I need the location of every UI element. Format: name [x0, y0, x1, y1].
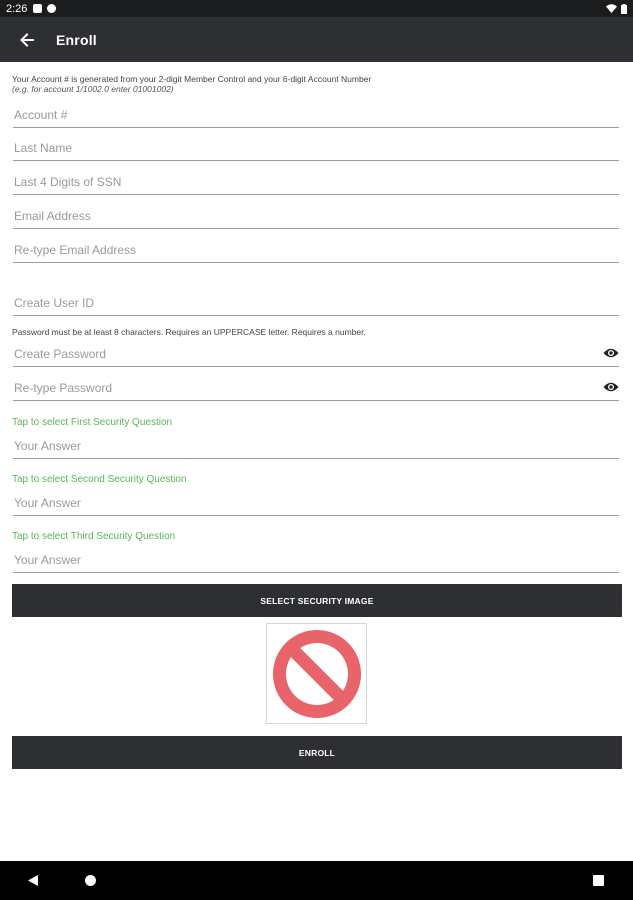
answer-2-field[interactable]	[13, 490, 619, 516]
back-button[interactable]	[14, 27, 40, 53]
status-time: 2:26	[6, 2, 28, 15]
password-retype-input[interactable]	[13, 375, 619, 400]
enroll-button[interactable]: ENROLL	[12, 736, 622, 769]
answer-3-field[interactable]	[13, 547, 619, 573]
wifi-icon	[606, 4, 617, 13]
first-security-question-select[interactable]: Tap to select First Security Question	[12, 417, 173, 428]
eye-icon[interactable]	[603, 347, 619, 359]
third-security-question-select[interactable]: Tap to select Third Security Question	[12, 531, 176, 542]
system-nav-bar	[0, 861, 633, 900]
password-input[interactable]	[13, 341, 619, 366]
user-id-field[interactable]	[13, 290, 619, 316]
notification-icon	[33, 4, 42, 13]
page-title: Enroll	[56, 31, 97, 48]
account-number-field[interactable]	[13, 102, 619, 128]
nav-recents-icon[interactable]	[593, 875, 604, 886]
answer-3-input[interactable]	[13, 547, 619, 572]
password-hint: Password must be at least 8 characters. Requires an UPPERCASE letter. Requires a number.	[12, 327, 366, 337]
no-entry-icon	[271, 628, 363, 720]
sync-icon	[47, 4, 56, 13]
status-bar	[0, 0, 633, 17]
account-number-input[interactable]	[13, 102, 619, 127]
second-security-question-select[interactable]: Tap to select Second Security Question	[12, 474, 187, 485]
password-field[interactable]	[13, 341, 619, 367]
nav-home-icon[interactable]	[85, 875, 96, 886]
account-hint-line1: Your Account # is generated from your 2-digit Member Control and your 6-digit Account Number	[12, 74, 372, 84]
email-field[interactable]	[13, 203, 619, 229]
email-input[interactable]	[13, 203, 619, 228]
battery-icon	[621, 4, 627, 14]
answer-1-input[interactable]	[13, 433, 619, 458]
account-hint-line2: (e.g. for account 1/1002.0 enter 01001002)	[12, 84, 174, 94]
ssn-input[interactable]	[13, 169, 619, 194]
nav-back-icon[interactable]	[28, 875, 38, 886]
email-retype-input[interactable]	[13, 237, 619, 262]
select-security-image-button[interactable]: SELECT SECURITY IMAGE	[12, 584, 622, 617]
ssn-field[interactable]	[13, 169, 619, 195]
last-name-field[interactable]	[13, 135, 619, 161]
security-image-preview[interactable]	[266, 623, 367, 724]
eye-icon[interactable]	[603, 381, 619, 393]
password-retype-field[interactable]	[13, 375, 619, 401]
answer-2-input[interactable]	[13, 490, 619, 515]
last-name-input[interactable]	[13, 135, 619, 160]
email-retype-field[interactable]	[13, 237, 619, 263]
user-id-input[interactable]	[13, 290, 619, 315]
app-bar	[0, 17, 633, 62]
account-hint	[12, 74, 371, 94]
arrow-left-icon	[20, 33, 34, 47]
answer-1-field[interactable]	[13, 433, 619, 459]
